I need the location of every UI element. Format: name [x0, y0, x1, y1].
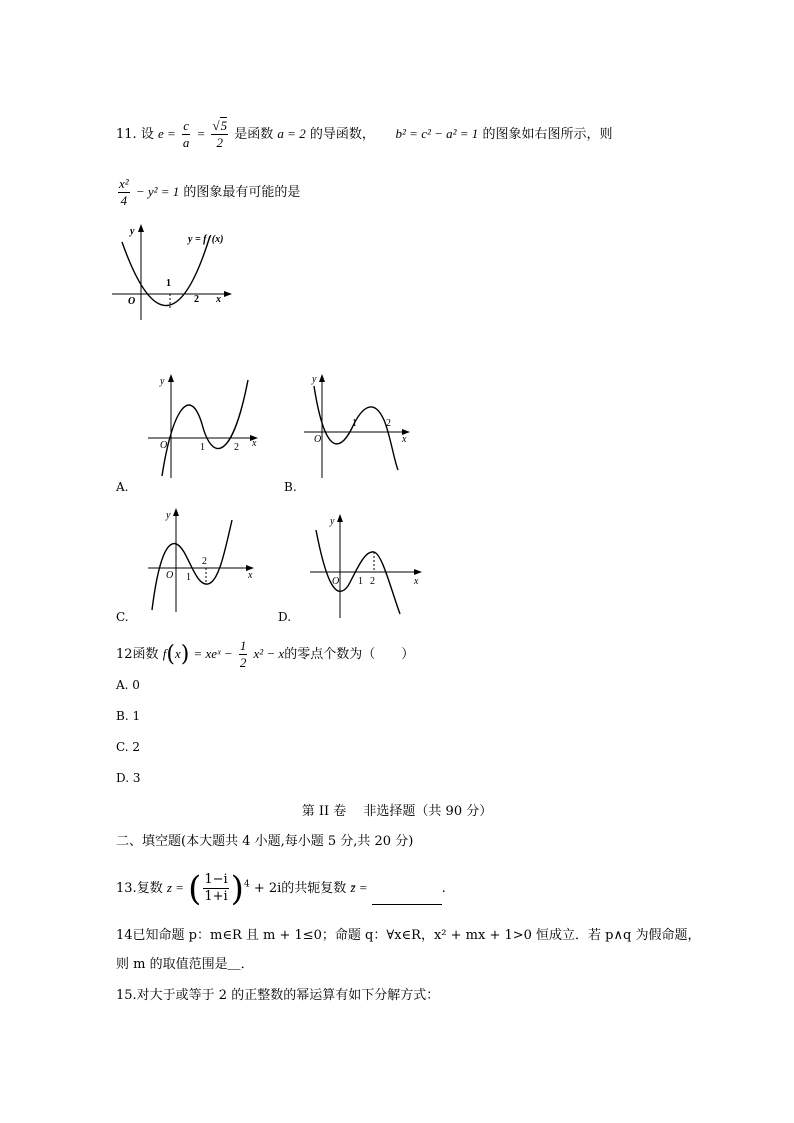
d-origin-label: O [332, 576, 340, 587]
q13-prefix: 复数 [136, 881, 163, 896]
q12-line [116, 638, 414, 671]
b-y-arrow [319, 374, 325, 382]
option-c-figure [146, 506, 266, 614]
q12-frac-num: 1 [239, 638, 247, 653]
d-tick-2: 2 [370, 576, 375, 587]
c-y-arrow [173, 508, 179, 516]
q13-mid: 的共轭复数 [281, 881, 347, 896]
a-y-label: y [160, 376, 165, 387]
a-origin-label: O [160, 440, 168, 451]
main-curve-label: y = f ′(x) [188, 234, 224, 245]
q11-frac1-den: a [182, 135, 190, 150]
q12-suffix: 的零点个数为（ ） [284, 647, 415, 662]
a-curve [162, 380, 248, 476]
q13-frac-den: 1+i [204, 889, 228, 904]
b-x-label: x [402, 434, 407, 445]
q11-text-a: 是函数 [234, 127, 274, 142]
q11-eq2: b² = c² − a² = 1 [395, 126, 479, 141]
q12-func-arg: x [174, 646, 181, 661]
q13-line [116, 868, 446, 909]
q12-choice-c[interactable]: C. 2 [116, 740, 141, 754]
option-a-figure [146, 370, 266, 480]
q11-text-d: 的图象最有可能的是 [183, 185, 301, 200]
option-d-figure [308, 512, 428, 620]
q11-prefix: 设 [140, 127, 154, 142]
q11-eq1: e = [157, 126, 176, 141]
q11-text-c: 的图象如右图所示，则 [482, 127, 613, 142]
q13-end: . [441, 881, 446, 896]
d-tick-1: 1 [358, 576, 363, 587]
main-y-label: y [130, 226, 135, 237]
main-origin-label: O [128, 296, 136, 307]
c-origin-label: O [166, 570, 174, 581]
d-y-label: y [330, 516, 335, 527]
q13-rparen: ) [230, 868, 244, 909]
c-y-label: y [166, 510, 171, 521]
q12-frac [239, 638, 248, 671]
c-x-label: x [248, 570, 253, 581]
q11-frac3 [118, 176, 130, 209]
q12-choice-d[interactable]: D. 3 [116, 771, 141, 785]
q11-frac2 [211, 118, 228, 151]
b-tick-2: 2 [386, 418, 391, 429]
main-x-label: x [216, 294, 221, 305]
option-b-label[interactable]: B. [284, 480, 297, 494]
q13-frac-num: 1−i [204, 872, 228, 887]
q15-line1: 15.对大于或等于 2 的正整数的幂运算有如下分解方式： [116, 988, 440, 1003]
option-c-label[interactable]: C. [116, 610, 129, 624]
q13-plus: + 2i [253, 881, 282, 896]
q11-eq-sign: = [196, 126, 206, 141]
q13-lparen: ( [188, 868, 202, 909]
q11-line1 [116, 118, 612, 151]
d-y-arrow [337, 514, 343, 522]
q11-eq3-rest: − y² = 1 [135, 184, 180, 199]
a-x-label: x [252, 438, 257, 449]
q11-line2 [116, 176, 300, 209]
q14-line1: 14已知命题 p：m∈R 且 m + 1≤0；命题 q：∀x∈R，x² + mx + 1>0 恒成立．若 p∧q 为假命题， [116, 928, 701, 943]
q11-frac3-den: 4 [120, 193, 128, 208]
section2-title: 第 II 卷 非选择题（共 90 分） [301, 804, 493, 819]
main-derivative-figure [110, 222, 240, 322]
q11-frac2-num: √5 [212, 118, 228, 133]
q13-frac [203, 872, 228, 905]
q11-frac2-den: 2 [216, 135, 224, 150]
q12-lparen: ( [166, 641, 175, 667]
q12-func-head: f [162, 646, 167, 661]
option-a-label[interactable]: A. [116, 480, 129, 494]
q13-z-eq: z = [166, 880, 184, 895]
q14-line2: 则 m 的取值范围是＿． [116, 957, 254, 972]
q12-choice-a[interactable]: A. 0 [116, 678, 140, 692]
c-curve [152, 520, 232, 610]
b-origin-label: O [314, 434, 322, 445]
a-y-arrow [168, 374, 174, 382]
option-b-figure [302, 370, 422, 480]
main-tick-1: 1 [166, 278, 171, 289]
a-tick-1: 1 [200, 442, 205, 453]
d-x-label: x [414, 576, 419, 587]
q11-frac1-num: c [183, 118, 190, 133]
q12-eq: = xeˣ − [193, 646, 233, 661]
a-tick-2: 2 [234, 442, 239, 453]
d-x-arrow [414, 569, 422, 575]
main-x-arrow [224, 291, 232, 297]
q11-number: 11. [116, 127, 137, 142]
q11-text-b: 的导函数， [309, 127, 375, 142]
q11-frac1 [182, 118, 191, 151]
main-tick-2: 2 [194, 294, 199, 305]
q12-number: 12 [116, 647, 133, 662]
q13-power: 4 [243, 879, 250, 890]
q13-number: 13. [116, 881, 137, 896]
q11-frac3-num: x² [119, 176, 129, 191]
q12-frac-den: 2 [239, 655, 247, 670]
q12-tail: x² − x [253, 646, 285, 661]
b-tick-1: 1 [352, 418, 357, 429]
q11-sqrt-num: 5 [220, 118, 228, 133]
q11-func: a = 2 [277, 126, 306, 141]
q12-rparen: ) [180, 641, 190, 667]
b-y-label: y [312, 374, 317, 385]
c-tick-1: 1 [186, 572, 191, 583]
q12-prefix: 函数 [132, 647, 159, 662]
q13-answer-blank[interactable] [372, 890, 442, 905]
option-d-label[interactable]: D. [278, 610, 292, 624]
c-tick-2: 2 [202, 556, 207, 567]
section2-sub: 二、填空题(本大题共 4 小题,每小题 5 分,共 20 分) [116, 834, 414, 849]
main-y-arrow [138, 224, 144, 232]
q12-choice-b[interactable]: B. 1 [116, 709, 141, 723]
q13-zbar: z̄ = [350, 880, 368, 895]
